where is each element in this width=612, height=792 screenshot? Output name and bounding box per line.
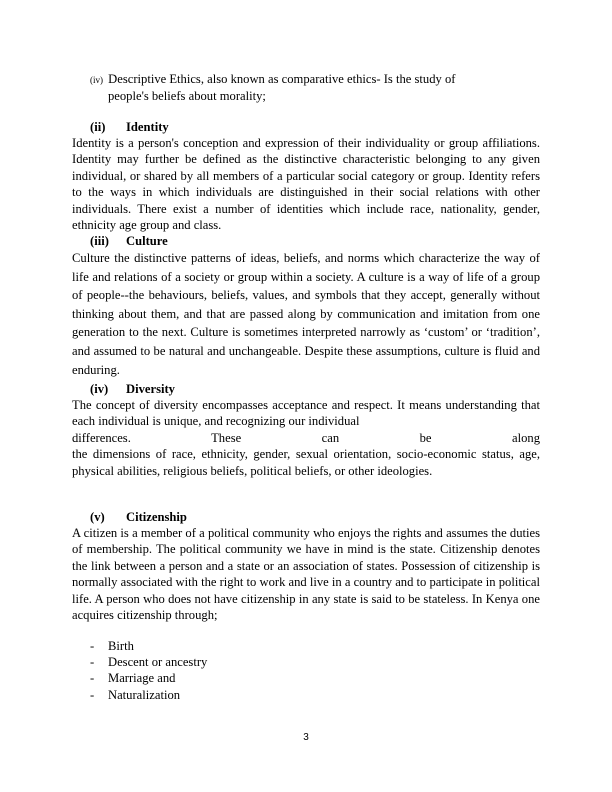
section-title: Citizenship bbox=[126, 510, 187, 524]
diversity-text-part2: the dimensions of race, ethnicity, gender, sexual orientation, socio-economic status, age, physical abilities, religious beliefs, political beliefs, or other ideologies. bbox=[72, 447, 540, 478]
list-item: - Descent or ancestry bbox=[72, 654, 540, 670]
culture-paragraph: Culture the distinctive patterns of ideas, beliefs, and norms which characterize the way of life and relations of a society or group within a society. A culture is a way of life of a group of people--the behaviours, beliefs, values, and symbols that they accept, generally without thinking about them, and that are passed along by communication and imitation from one generation to the next. Culture is sometimes interpreted narrowly as ‘custom’ or ‘tradition’, and assumed to be natural and unchangeable. Despite these assumptions, culture is fluid and enduring. bbox=[72, 251, 540, 377]
dash-bullet: - bbox=[90, 671, 95, 686]
item-text-line1: Descriptive Ethics, also known as comparative ethics- Is the study of bbox=[108, 72, 456, 86]
item-roman-numeral: (iv) bbox=[90, 75, 103, 85]
page-number: 3 bbox=[303, 732, 309, 743]
descriptive-ethics-item bbox=[90, 71, 540, 105]
item-text-line2: people's beliefs about morality; bbox=[108, 89, 266, 104]
diversity-heading bbox=[90, 381, 540, 397]
identity-paragraph: Identity is a person's conception and expression of their individuality or group affiliations. Identity may further be defined as the distinctive characteristic belonging to any given individual, or shared by all members of a particular social category or group. Identity refers to the ways in which individuals are distinguished in their social relations with other individuals. There exist a number of identities which include race, nationality, gender, ethnicity age group and class. bbox=[72, 136, 540, 233]
list-item: - Naturalization bbox=[72, 687, 540, 703]
section-title: Diversity bbox=[126, 382, 175, 396]
dash-bullet: - bbox=[90, 655, 95, 670]
section-number: (ii) bbox=[90, 120, 106, 134]
citizenship-heading bbox=[90, 509, 540, 525]
section-number: (iv) bbox=[90, 382, 109, 396]
diversity-paragraph bbox=[72, 397, 540, 479]
section-number: (v) bbox=[90, 510, 105, 524]
identity-heading bbox=[90, 119, 540, 135]
section-title: Identity bbox=[126, 120, 169, 134]
list-item: - Marriage and bbox=[72, 670, 540, 686]
section-number: (iii) bbox=[90, 234, 109, 248]
section-title: Culture bbox=[126, 234, 168, 248]
dash-bullet: - bbox=[90, 639, 95, 653]
diversity-text-spread-line: differences. These can be along bbox=[72, 430, 540, 445]
diversity-text-part1: The concept of diversity encompasses acceptance and respect. It means understanding that each individual is unique, and recognizing our individual bbox=[72, 398, 540, 429]
dash-bullet: - bbox=[90, 687, 95, 702]
citizenship-paragraph: A citizen is a member of a political community who enjoys the rights and assumes the duties of membership. The political community we have in mind is the state. Citizenship denotes the link between a person and a state or an association of states. Possession of citizenship is normally associated with the right to work and live in a country and to participate in political life. A person who does not have citizenship in any state is said to be stateless. In Kenya one acquires citizenship through; bbox=[72, 526, 540, 623]
citizenship-methods-list bbox=[72, 638, 540, 703]
culture-heading bbox=[90, 233, 540, 249]
list-item: - Birth bbox=[72, 638, 540, 654]
